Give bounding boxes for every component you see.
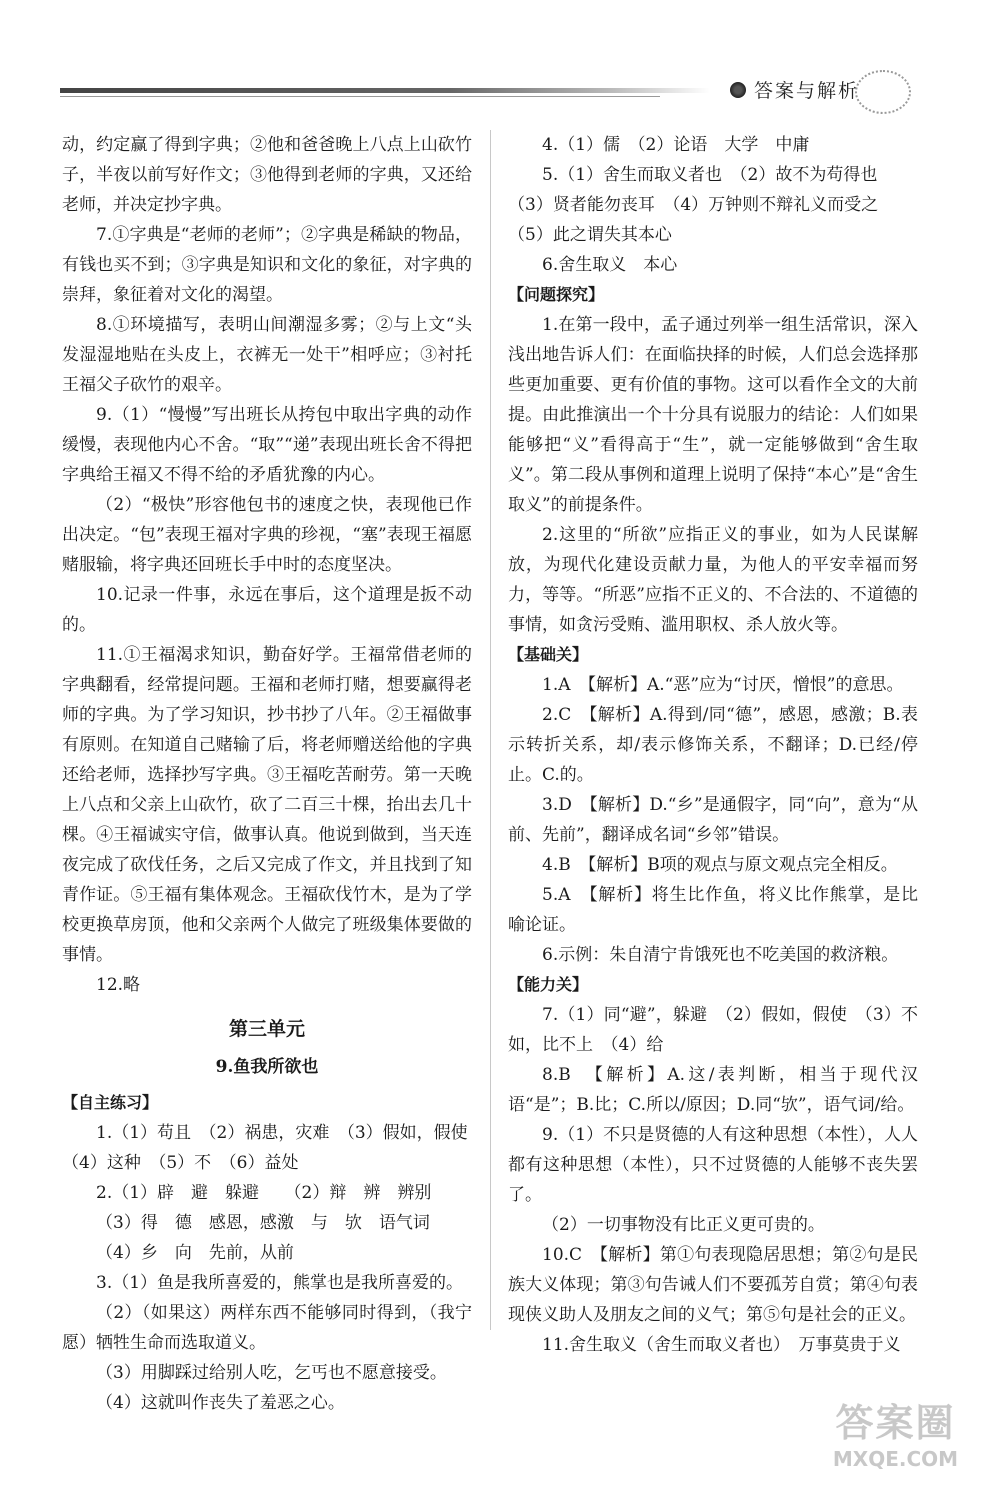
answer-item: 5.（1）舍生而取义者也 （2）故不为苟得也	[542, 165, 878, 185]
answer-item: 6.示例：朱自清宁肯饿死也不吃美国的救济粮。	[542, 945, 899, 965]
answer-item: （3）贤者能勿丧耳 （4）万钟则不辩礼义而受之	[508, 195, 879, 215]
unit-title: 第三单元	[228, 1018, 305, 1040]
left-paragraph: 9.（1）“慢慢”写出班长从挎包中取出字典的动作缓慢，表现他内心不舍。“取”“递”表现出班长舍不得把字典给王福又不得不给的矛盾犹豫的内心。	[62, 405, 472, 485]
left-paragraph: 11.①王福渴求知识，勤奋好学。王福常借老师的字典翻看，经常提问题。王福和老师打赌，想要赢得老师的字典。为了学习知识，抄书抄了八年。②王福做事有原则。在知道自己赌输了后，将老师赠送给他的字典还给老师，选择抄写字典。③王福吃苦耐劳。第一天晚上八点和父亲上山砍竹，砍了二百三十棵，抬出去几十棵。④王福诚实守信，做事认真。他说到做到，当天连夜完成了砍伐任务，之后又完成了作文，并且找到了知青作证。⑤王福有集体观念。王福砍伐竹木，是为了学校更换草房顶，他和父亲两个人做完了班级集体要做的事情。	[62, 645, 472, 965]
header-rule-thin	[60, 96, 660, 97]
answer-item: 3.D 【解析】D.“乡”是通假字，同“向”，意为“从前、先前”，翻译成名词“乡邻”错误。	[508, 795, 918, 845]
answer-item: （4）这种 （5）不 （6）益处	[62, 1153, 299, 1173]
answer-item: 11.舍生取义（舍生而取义者也） 万事莫贵于义	[542, 1335, 901, 1355]
lesson-title: 9.鱼我所欲也	[215, 1057, 319, 1077]
section-label: 【能力关】	[508, 975, 589, 994]
header-bullet-icon	[730, 82, 746, 98]
answer-item: 1.A 【解析】A.“恶”应为“讨厌，憎恨”的意思。	[542, 675, 904, 695]
answer-item: （2）（如果这）两样东西不能够同时得到，（我宁愿）牺牲生命而选取道义。	[62, 1303, 472, 1353]
answer-item: （3）得 德 感恩，感激 与 欤 语气词	[96, 1213, 430, 1233]
answer-item: 3.（1）鱼是我所喜爱的，熊掌也是我所喜爱的。	[96, 1273, 464, 1293]
answer-item: 9.（1）不只是贤德的人有这种思想（本性），人人都有这种思想（本性），只不过贤德的人能够不丧失罢了。	[508, 1125, 918, 1205]
answer-item: 2.C 【解析】A.得到/同“德”，感恩，感激；B.表示转折关系，却/表示修饰关系，不翻译；D.已经/停止。C.的。	[508, 705, 918, 785]
answer-item: 1.（1）苟且 （2）祸患，灾难 （3）假如，假使	[96, 1123, 468, 1143]
left-paragraph: 12.略	[96, 975, 141, 995]
right-column	[508, 130, 918, 1360]
answer-item: （2）一切事物没有比正义更可贵的。	[542, 1215, 825, 1235]
section-label: 【基础关】	[508, 645, 589, 664]
left-column	[62, 130, 472, 1418]
answer-item: 6.舍生取义 本心	[542, 255, 678, 275]
column-divider	[490, 130, 491, 1330]
watermark-url: MXQE.COM	[832, 1447, 959, 1471]
answer-item: 5.A 【解析】将生比作鱼，将义比作熊掌，是比喻论证。	[508, 885, 918, 935]
answer-item: 2.（1）辟 避 躲避 （2）辩 辨 辨别	[96, 1183, 432, 1203]
answer-item: （4）乡 向 先前，从前	[96, 1243, 294, 1263]
section-label: 【问题探究】	[508, 285, 605, 304]
answer-item: 4.B 【解析】B项的观点与原文观点完全相反。	[542, 855, 898, 875]
answer-item: 7.（1）同“避”，躲避 （2）假如，假使 （3）不如，比不上 （4）给	[508, 1005, 918, 1055]
left-paragraph: 7.①字典是“老师的老师”；②字典是稀缺的物品，有钱也买不到；③字典是知识和文化的象征，对字典的崇拜，象征着对文化的渴望。	[62, 225, 472, 305]
answer-item: （5）此之谓失其本心	[508, 225, 672, 245]
left-paragraph: 8.①环境描写，表明山间潮湿多雾；②与上文“头发湿湿地贴在头皮上，衣裤无一处干”相呼应；③衬托王福父子砍竹的艰辛。	[62, 315, 472, 395]
explore-paragraph: 1.在第一段中，孟子通过列举一组生活常识，深入浅出地告诉人们：在面临抉择的时候，人们总会选择那些更加重要、更有价值的事物。这可以看作全文的大前提。由此推演出一个十分具有说服力的结论：人们如果能够把“义”看得高于“生”，就一定能够做到“舍生取义”。第二段从事例和道理上说明了保持“本心”是“舍生取义”的前提条件。	[508, 315, 918, 515]
header-rule	[60, 88, 710, 93]
answer-item: （3）用脚踩过给别人吃，乞丐也不愿意接受。	[96, 1363, 447, 1383]
header-title: 答案与解析	[754, 80, 860, 102]
answer-item: 10.C 【解析】第①句表现隐居思想；第②句是民族大义体现；第③句告诫人们不要孤芳自赏；第④句表现侠义助人及朋友之间的义气；第⑤句是社会的正义。	[508, 1245, 918, 1325]
left-paragraph: 动，约定赢了得到字典；②他和爸爸晚上八点上山砍竹子，半夜以前写好作文；③他得到老师的字典，又还给老师，并决定抄字典。	[62, 135, 472, 215]
header-logo-icon	[855, 70, 911, 114]
watermark	[808, 1400, 983, 1480]
answer-item: 8.B 【解析】A.这/表判断，相当于现代汉语“是”；B.比；C.所以/原因；D.同“欤”，语气词/给。	[508, 1065, 918, 1115]
explore-paragraph: 2.这里的“所欲”应指正义的事业，如为人民谋解放，为现代化建设贡献力量，为他人的平安幸福而努力，等等。“所恶”应指不正义的、不合法的、不道德的事情，如贪污受贿、滥用职权、杀人放火等。	[508, 525, 918, 635]
watermark-logo-text: 答案圈	[835, 1401, 956, 1445]
left-paragraph: （2）“极快”形容他包书的速度之快，表现他已作出决定。“包”表现王福对字典的珍视，“塞”表现王福愿赌服输，将字典还回班长手中时的态度坚决。	[62, 495, 472, 575]
left-paragraph: 10.记录一件事，永远在事后，这个道理是扳不动的。	[62, 585, 472, 635]
page-header	[60, 70, 940, 120]
answer-item: （4）这就叫作丧失了羞恶之心。	[96, 1393, 345, 1413]
answer-item: 4.（1）儒 （2）论语 大学 中庸	[542, 135, 810, 155]
section-label: 【自主练习】	[62, 1093, 159, 1112]
